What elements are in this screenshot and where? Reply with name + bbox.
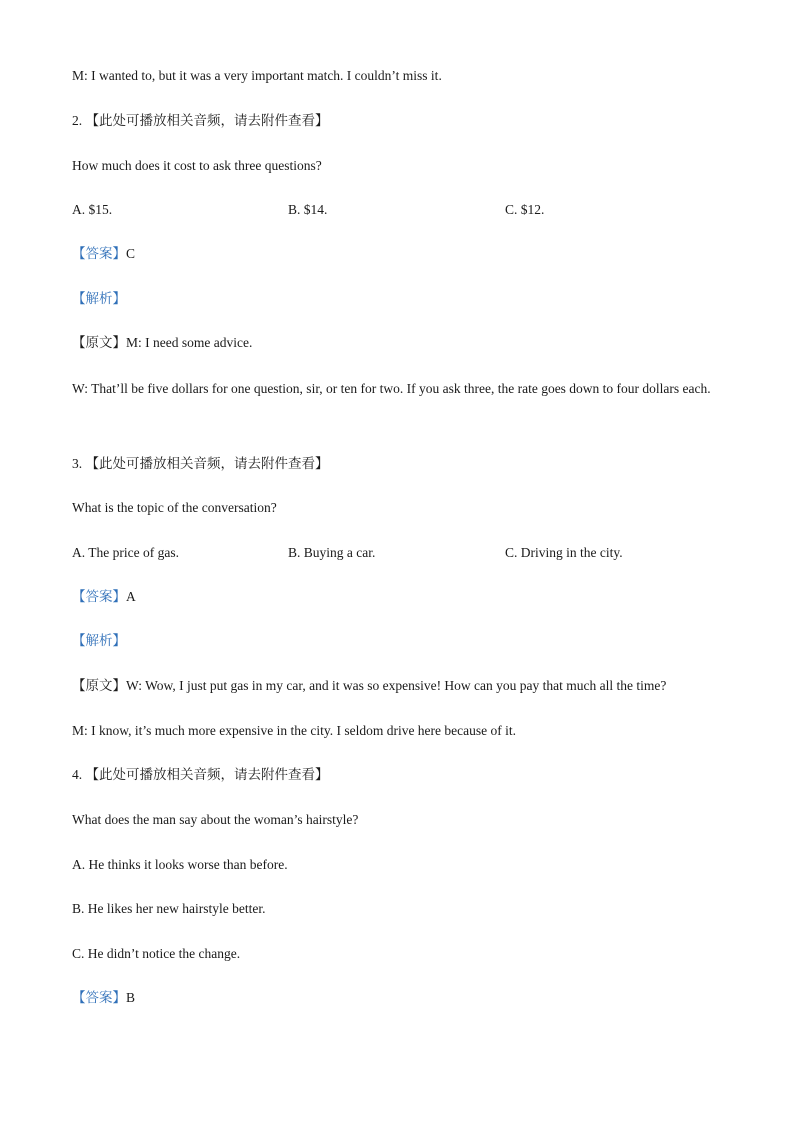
question-2-option-a: A. $15. (72, 202, 113, 217)
question-4-header (72, 766, 329, 784)
transcript-text: W: Wow, I just put gas in my car, and it was so expensive! How can you pay that much all the time? (126, 678, 667, 693)
question-number: 2. (72, 113, 83, 128)
question-number: 3. (72, 456, 83, 471)
question-2-transcript-2: W: That’ll be five dollars for one question, sir, or ten for two. If you ask three, the rate goes down to four dollars each. (72, 381, 711, 396)
question-2-transcript-1 (72, 334, 252, 352)
question-3-option-b: B. Buying a car. (288, 545, 376, 560)
transcript-text: M: I need some advice. (126, 335, 253, 350)
original-tag: 【原文】 (72, 678, 126, 693)
audio-note: 【此处可播放相关音频，请去附件查看】 (85, 113, 329, 128)
question-3-answer (72, 588, 136, 606)
question-4-option-a: A. He thinks it looks worse than before. (72, 857, 288, 872)
question-2-header (72, 112, 329, 130)
answer-tag: 【答案】 (72, 246, 126, 261)
answer-tag: 【答案】 (72, 589, 126, 604)
question-3-option-c: C. Driving in the city. (505, 545, 623, 560)
question-4-option-b: B. He likes her new hairstyle better. (72, 901, 266, 916)
question-number: 4. (72, 767, 83, 782)
question-3-analysis-tag: 【解析】 (72, 633, 126, 648)
question-2-answer (72, 245, 135, 263)
question-3-transcript-1 (72, 677, 666, 695)
question-2-analysis-tag: 【解析】 (72, 291, 126, 306)
question-2-prompt: How much does it cost to ask three questions? (72, 158, 322, 173)
question-3-prompt: What is the topic of the conversation? (72, 500, 277, 515)
question-4-answer (72, 989, 135, 1007)
question-3-option-a: A. The price of gas. (72, 545, 179, 560)
answer-value: A (126, 589, 136, 604)
answer-value: C (126, 246, 136, 261)
question-3-transcript-2: M: I know, it’s much more expensive in the city. I seldom drive here because of it. (72, 723, 517, 738)
question-2-option-b: B. $14. (288, 202, 328, 217)
question-2-option-c: C. $12. (505, 202, 545, 217)
prev-dialogue-line: M: I wanted to, but it was a very important match. I couldn’t miss it. (72, 68, 442, 83)
audio-note: 【此处可播放相关音频，请去附件查看】 (85, 767, 329, 782)
answer-value: B (126, 990, 136, 1005)
answer-tag: 【答案】 (72, 990, 126, 1005)
question-4-option-c: C. He didn’t notice the change. (72, 946, 241, 961)
question-3-header (72, 455, 329, 473)
original-tag: 【原文】 (72, 335, 126, 350)
question-4-prompt: What does the man say about the woman’s hairstyle? (72, 812, 359, 827)
audio-note: 【此处可播放相关音频，请去附件查看】 (85, 456, 329, 471)
